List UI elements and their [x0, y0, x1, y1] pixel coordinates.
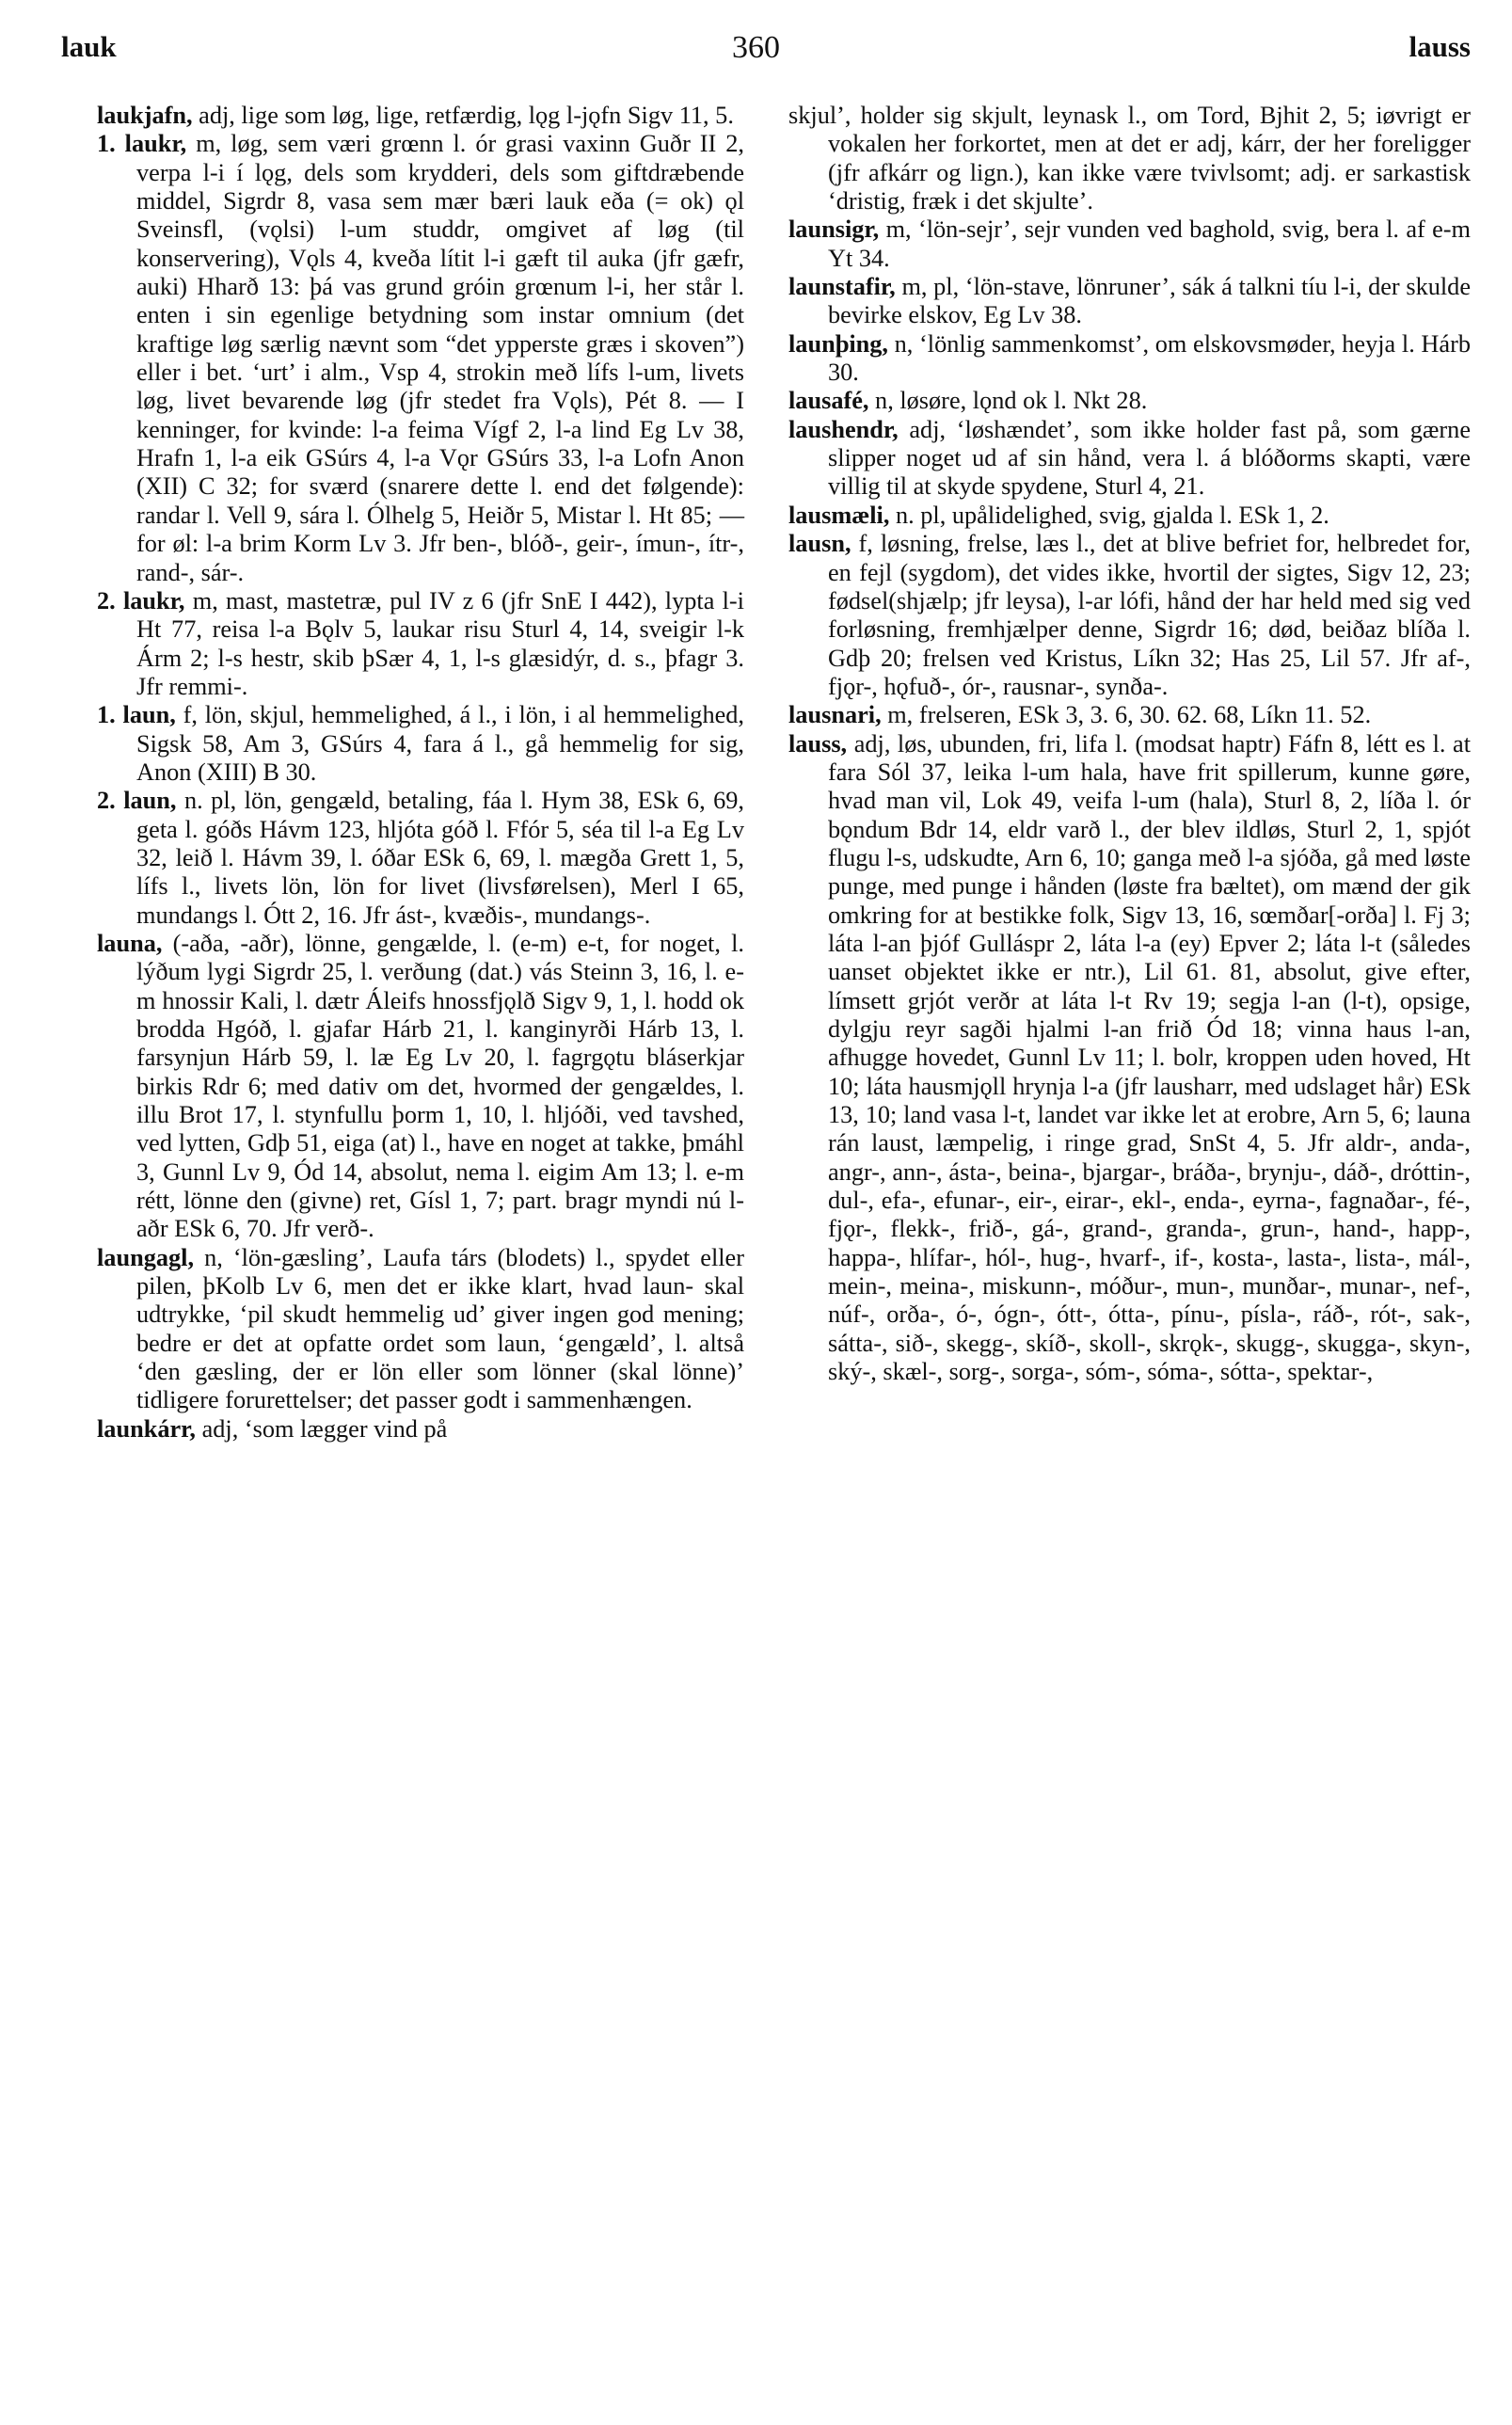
entry-body: adj, ‘som lægger vind på — [201, 1414, 448, 1443]
dictionary-entry — [788, 273, 1471, 330]
dictionary-entry — [788, 416, 1471, 502]
entry-headword: laukjafn, — [97, 102, 193, 129]
entry-body: adj, lige som løg, lige, retfærdig, lǫg l-jǫfn Sigv 11, 5. — [199, 102, 734, 129]
dictionary-entry — [97, 701, 744, 787]
page-number: 360 — [732, 30, 780, 65]
entry-headword: lauss, — [788, 729, 848, 758]
entry-body: n, løsøre, lǫnd ok l. Nkt 28. — [875, 387, 1148, 415]
entry-body: adj, løs, ubunden, fri, lifa l. (modsat haptr) Fáfn 8, létt es l. at fara Sól 37, leika l-um hala, have frit spillerum, kunne gøre, hvad man vil, Lok 49, veifa l-um (hala), Sturl 8, 2, líða l. ór bǫndum Bdr 14, eldr varð l., der blev ildløs, Sturl 2, 1, spjót flugu l-s, udskudte, Arn 6, 10; ganga með l-a sjóða, gå med løste punge, med punge i hånden (løste fra bæltet), om mænd der gik omkring for at bestikke folk, Sigv 13, 16, sœmðar[-orða] l. Fj 3; láta l-an þjóf Gulláspr 2, láta l-a (ey) Epver 2; láta l-t (således uanset objektet ikke er ntr.), Lil 61. 81, absolut, give efter, límsett grjót verðr at láta l-t Rv 19; segja l-an (l-t), opsige, dylgju reyr sagði hjalmi l-an frið Ód 18; vinna haus l-an, afhugge hovedet, Gunnl Lv 11; l. bolr, kroppen uden hoved, Ht 10; láta hausmjǫll hrynja l-a (jfr lausharr, med udslaget hår) ESk 13, 10; land vasa l-t, landet var ikke let at erobre, Arn 5, 6; launa rán laust, læmpelig, i ringe grad, SnSt 4, 5. Jfr aldr-, anda-, angr-, ann-, ásta-, beina-, bjargar-, bráða-, brynju-, dáð-, dróttin-, dul-, efa-, efunar-, eir-, eirar-, ekl-, enda-, eyrna-, fagnaðar-, fé-, fjǫr-, flekk-, frið-, gá-, grand-, granda-, grun-, hand-, happ-, happa-, hlífar-, hól-, hug-, hvarf-, if-, kosta-, lasta-, lista-, mál-, mein-, meina-, miskunn-, móður-, mun-, munðar-, munar-, nef-, núf-, orða-, ó-, ógn-, ótt-, ótta-, pínu-, písla-, ráð-, rót-, sak-, sátta-, sið-, skegg-, skíð-, skoll-, skrǫk-, skugg-, skugga-, skyn-, ský-, skæl-, sorg-, sorga-, sóm-, sóma-, sótta-, spektar-, — [828, 729, 1472, 1386]
dictionary-entry — [97, 930, 744, 1244]
entry-body: m, mast, mastetræ, pul IV z 6 (jfr SnE I 442), lypta l-i Ht 77, reisa l-a Bǫlv 5, laukar risu Sturl 4, 14, sveigir l-k Árm 2; l-s hestr, skib þSær 4, 1, l-s glæsidýr, d. s., þfagr 3. Jfr remmi-. — [136, 586, 744, 700]
dictionary-entry — [788, 502, 1471, 530]
entry-headword: launsigr, — [788, 215, 880, 244]
entry-body: n. pl, lön, gengæld, betaling, fáa l. Hym 38, ESk 6, 69, geta l. góðs Hávm 123, hljóta góð l. Ffór 5, séa til l-a Eg Lv 32, leið l. Hávm 39, l. óðar ESk 6, 69, l. mægða Grett 1, 5, lífs l., livets lön, lön for livet (livsførelsen), Merl I 65, mundangs l. Ótt 2, 16. Jfr ást-, kvæðis-, mundangs-. — [136, 787, 744, 929]
entry-headword: laushendr, — [788, 415, 899, 443]
dictionary-entry — [788, 330, 1471, 388]
entry-body: f, lön, skjul, hemmelighed, á l., i lön, i al hemmelighed, Sigsk 58, Am 3, GSúrs 4, fara á l., gå hemmelig for sig, Anon (XIII) B 30. — [136, 701, 745, 786]
dictionary-entry — [97, 587, 744, 701]
left-column — [97, 102, 744, 1444]
entry-headword: laungagl, — [97, 1243, 195, 1271]
dictionary-entry — [97, 1244, 744, 1415]
dictionary-entry — [788, 530, 1471, 701]
header-headword-right: lauss — [1409, 30, 1471, 63]
entry-headword: 2. laukr, — [97, 586, 185, 614]
entry-body: n, ‘lönlig sammenkomst’, om elskovsmøder, heyja l. Hárb 30. — [828, 329, 1471, 387]
entry-headword: lausmæli, — [788, 501, 890, 529]
dictionary-entry — [788, 730, 1471, 1387]
dictionary-entry — [788, 215, 1471, 273]
entry-body: m, ‘lön-sejr’, sejr vunden ved baghold, svig, bera l. af e-m Yt 34. — [828, 215, 1471, 272]
entry-body: skjul’, holder sig skjult, leynask l., om Tord, Bjhit 2, 5; iøvrigt er vokalen her forkortet, men at det er adj, kárr, der her foreligger (jfr afkárr og lign.), kan ikke være tvivlsomt; adj. er sarkastisk ‘dristig, fræk i det skjulte’. — [788, 102, 1471, 215]
entry-headword: launa, — [97, 929, 163, 957]
entry-headword: 1. laun, — [97, 701, 176, 729]
entry-body: n, ‘lön-gæsling’, Laufa társ (blodets) l., spydet eller pilen, þKolb Lv 6, men det er ikke klart, hvad laun- skal udtrykke, ‘pil skudt hemmelig ud’ giver ingen god mening; bedre er det at opfatte ordet som laun, ‘gengæld’, l. altså ‘den gæsling, der er lön eller som lönner (skal lönne)’ tidligere forurettelser; det passer godt i sammenhængen. — [136, 1243, 744, 1414]
entry-headword: 2. laun, — [97, 787, 177, 815]
dictionary-entry — [97, 787, 744, 930]
entry-body: f, løsning, frelse, læs l., det at blive befriet for, helbredet for, en fejl (sygdom), det vides ikke, hvortil der sigtes, Sigv 12, 23; fødsel(shjælp; jfr leysa), l-ar lófi, hånd der har held med sig ved forløsning, fremhjælper denne, Sigrdr 16; død, beiðaz blíða l. Gdþ 20; frelsen ved Kristus, Líkn 32; Has 25, Lil 57. Jfr af-, fjǫr-, hǫfuð-, ór-, rausnar-, synða-. — [828, 530, 1471, 700]
page-header — [0, 30, 1512, 77]
entry-headword: launkárr, — [97, 1414, 196, 1443]
dictionary-entry — [788, 387, 1471, 415]
dictionary-entry — [97, 130, 744, 587]
entry-body: m, løg, sem væri grœnn l. ór grasi vaxinn Guðr II 2, verpa l-i í lǫg, dels som krydderi, dels som giftdræbende middel, Sigrdr 8, vasa sem mær bæri lauk eða (= ok) ǫl Sveinsfl, (vǫlsi) l-um studdr, omgivet af løg (til konservering), Vǫls 4, kveða lítit l-i gæft til auka (jfr gæfr, auki) Hharð 13: þá vas grund gróin grœnum l-i, her står l. enten i sin egenlige betydning som instar omnium (det kraftige løg særlig nævnt som “det ypperste græs i skoven”) eller i bet. ‘urt’ i alm., Vsp 4, strokin með lífs l-um, livets løg, livet bevarende løg (jfr stedet fra Vǫls), Pét 8. — I kenninger, for kvinde: l-a feima Vígf 2, l-a lind Eg Lv 38, Hrafn 1, l-a eik GSúrs 4, l-a Vǫr GSúrs 33, l-a Lofn Anon (XII) C 32; for sværd (snarere dette l. end det følgende): randar l. Vell 9, sára l. Ólhelg 5, Heiðr 5, Mistar l. Ht 85; — for øl: l-a brim Korm Lv 3. Jfr ben-, blóð-, geir-, ímun-, ítr-, rand-, sár-. — [136, 130, 744, 586]
entry-headword: launþing, — [788, 329, 888, 358]
dictionary-entry — [97, 1415, 744, 1444]
entry-headword: lausn, — [788, 530, 851, 558]
entry-body: m, pl, ‘lön-stave, lönruner’, sák á talkni tíu l-i, der skulde bevirke elskov, Eg Lv 38. — [828, 273, 1471, 329]
header-headword-left: lauk — [61, 30, 117, 63]
entry-headword: lausnari, — [788, 701, 882, 729]
right-column — [788, 102, 1471, 1386]
entry-headword: launstafir, — [788, 273, 896, 301]
entry-headword: 1. laukr, — [97, 130, 187, 158]
entry-body: (-aða, -aðr), lönne, gengælde, l. (e-m) e-t, for noget, l. lýðum lygi Sigrdr 25, l. verðung (dat.) vás Steinn 3, 16, l. e-m hnossir Kali, l. dætr Áleifs hnossfjǫlð Sigv 9, 1, l. hodd ok brodda Hgóð, l. gjafar Hárb 21, l. kanginyrði Hárb 13, l. farsynjun Hárb 59, l. læ Eg Lv 20, l. fagrgǫtu bláserkjar birkis Rdr 6; med dativ om det, hvormed der gengældes, l. illu Brot 17, l. stynfullu þorm 1, 10, l. hljóði, ved tavshed, ved lytten, Gdþ 51, eiga (at) l., have en noget at takke, þmáhl 3, Gunnl Lv 9, Ód 14, absolut, nema l. eigim Am 13; l. e-m rétt, lönne den (givne) ret, Gísl 1, 7; part. bragr myndi nú l-aðr ESk 6, 70. Jfr verð-. — [136, 929, 744, 1243]
dictionary-entry — [788, 701, 1471, 729]
entry-headword: lausafé, — [788, 387, 869, 415]
dictionary-entry-continuation — [788, 102, 1471, 215]
dictionary-entry — [97, 102, 744, 130]
entry-body: m, frelseren, ESk 3, 3. 6, 30. 62. 68, Líkn 11. 52. — [887, 701, 1372, 729]
entry-body: n. pl, upålidelighed, svig, gjalda l. ESk 1, 2. — [895, 501, 1329, 529]
entry-body: adj, ‘løshændet’, som ikke holder fast på, som gærne slipper noget ud af sin hånd, vera l. á blóðorms skapti, være villig til at skyde spydene, Sturl 4, 21. — [828, 415, 1472, 501]
